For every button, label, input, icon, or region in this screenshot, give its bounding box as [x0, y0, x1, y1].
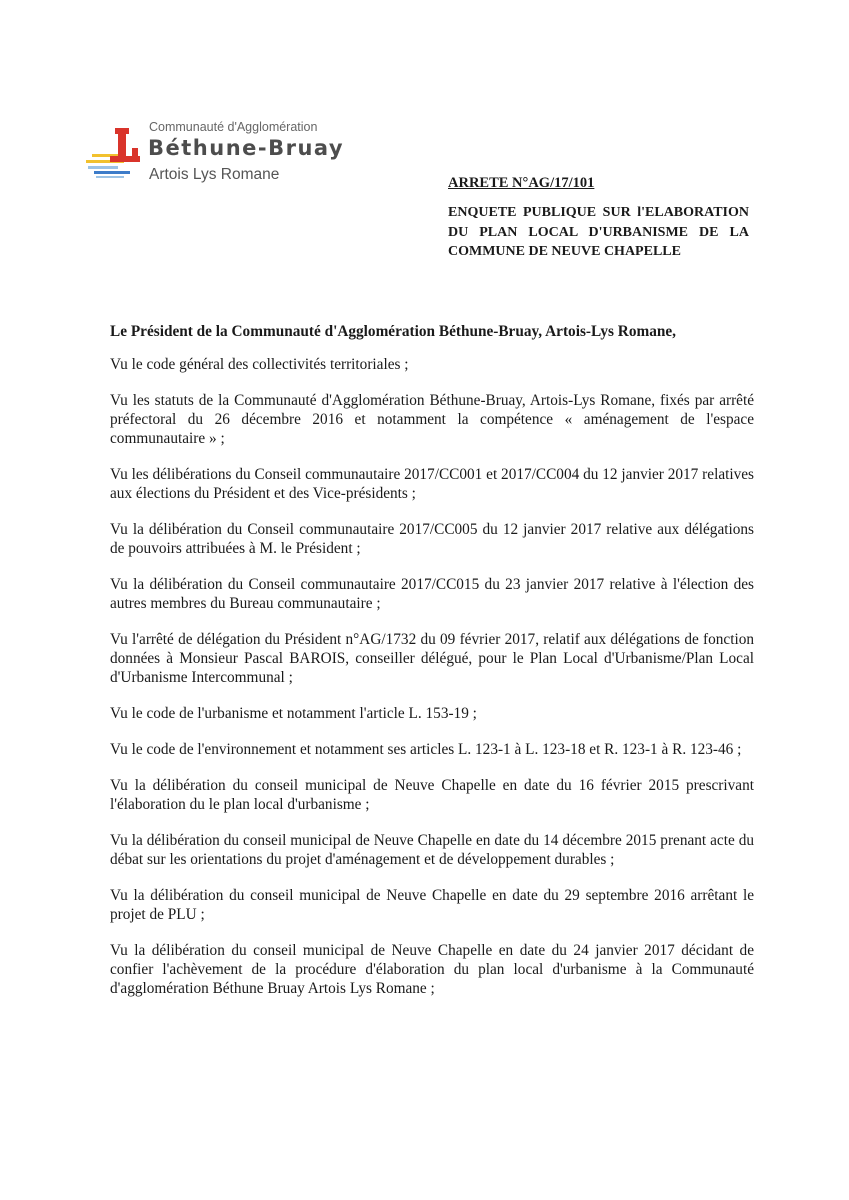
logo-emblem-icon [82, 126, 148, 188]
arrete-number: ARRETE N°AG/17/101 [448, 175, 595, 191]
logo-line-2: Béthune-Bruay [148, 136, 345, 160]
visa-paragraph: Vu la délibération du conseil municipal de Neuve Chapelle en date du 29 septembre 2016 arrêtant le projet de PLU ; [110, 887, 754, 923]
visa-paragraph: Vu la délibération du conseil municipal de Neuve Chapelle en date du 16 février 2015 prescrivant l'élaboration du le plan local d'urbanisme ; [110, 777, 754, 813]
visa-paragraph: Vu la délibération du Conseil communautaire 2017/CC015 du 23 janvier 2017 relative à l'élection des autres membres du Bureau communautaire ; [110, 576, 754, 612]
document-body [110, 322, 754, 1015]
visa-paragraph: Vu le code de l'environnement et notamment ses articles L. 123-1 à L. 123-18 et R. 123-1 à R. 123-46 ; [110, 741, 742, 758]
president-heading: Le Président de la Communauté d'Agglomération Béthune-Bruay, Artois-Lys Romane, [110, 323, 676, 340]
visa-paragraph: Vu la délibération du Conseil communautaire 2017/CC005 du 12 janvier 2017 relative aux délégations de pouvoirs attribuées à M. le Président ; [110, 521, 754, 557]
visa-paragraph: Vu la délibération du conseil municipal de Neuve Chapelle en date du 14 décembre 2015 prenant acte du débat sur les orientations du projet d'aménagement et de développement durables ; [110, 832, 754, 868]
visa-paragraph: Vu le code de l'urbanisme et notamment l'article L. 153-19 ; [110, 705, 477, 722]
logo-line-3: Artois Lys Romane [149, 166, 280, 183]
visa-paragraph: Vu le code général des collectivités territoriales ; [110, 356, 409, 373]
visa-paragraph: Vu l'arrêté de délégation du Président n°AG/1732 du 09 février 2017, relatif aux délégations de fonction données à Monsieur Pascal BAROIS, conseiller délégué, pour le Plan Local d'Urbanisme/Plan Local d'Urbanisme Intercommunal ; [110, 631, 754, 686]
visa-paragraph: Vu la délibération du conseil municipal de Neuve Chapelle en date du 24 janvier 2017 décidant de confier l'achèvement de la procédure d'élaboration du plan local d'urbanisme à la Communauté d'agglomération Béthune Bruay Artois Lys Romane ; [110, 942, 754, 997]
organization-logo [82, 120, 362, 200]
logo-line-1: Communauté d'Agglomération [149, 120, 318, 134]
arrete-subject: ENQUETE PUBLIQUE SUR l'ELABORATION DU PLAN LOCAL D'URBANISME DE LA COMMUNE DE NEUVE CHAPELLE [448, 205, 749, 259]
visa-paragraph: Vu les statuts de la Communauté d'Agglomération Béthune-Bruay, Artois-Lys Romane, fixés par arrêté préfectoral du 26 décembre 2016 et notamment la compétence « aménagement de l'espace communautaire » ; [110, 392, 754, 447]
visa-paragraph: Vu les délibérations du Conseil communautaire 2017/CC001 et 2017/CC004 du 12 janvier 2017 relatives aux élections du Président et des Vice-présidents ; [110, 466, 754, 502]
